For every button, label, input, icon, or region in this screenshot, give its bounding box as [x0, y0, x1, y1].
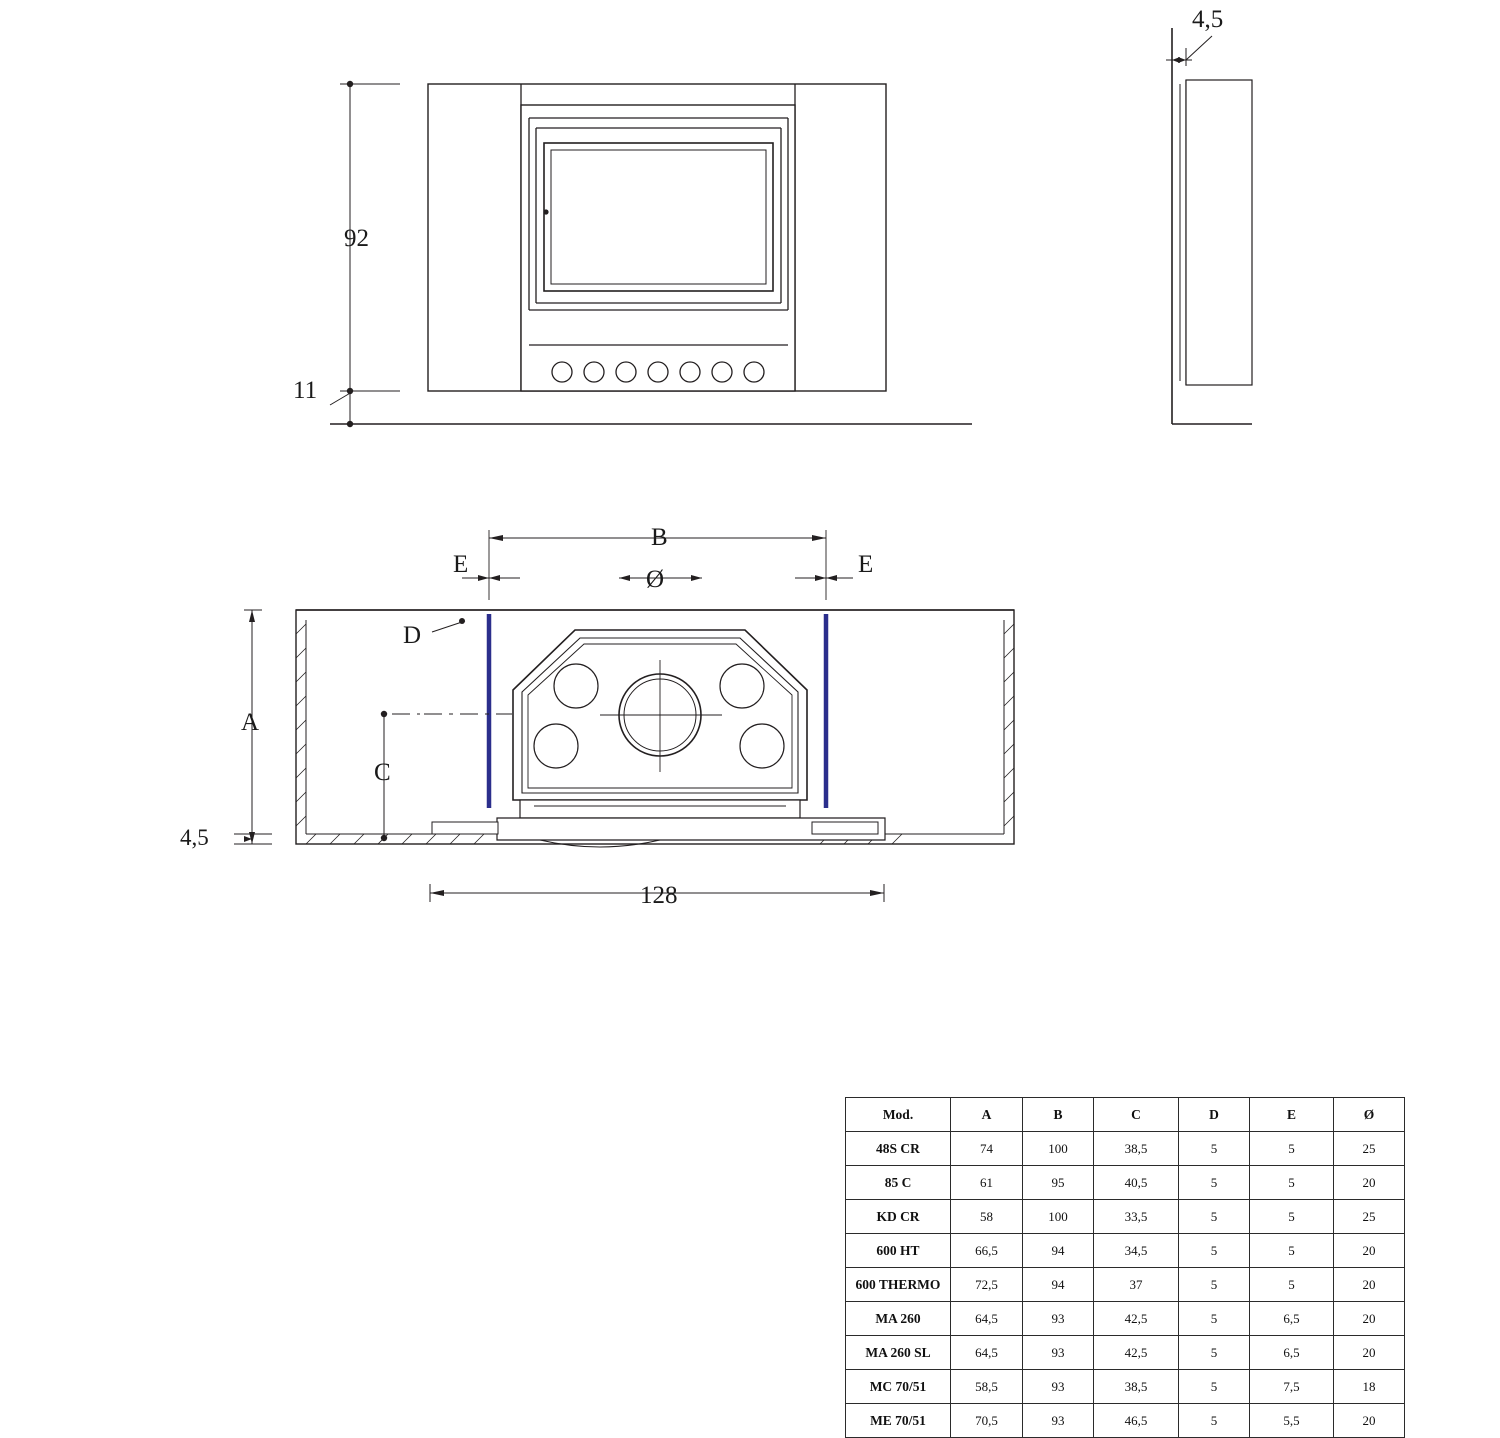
cell-a: 70,5 [951, 1404, 1023, 1438]
cell-diameter: 20 [1334, 1268, 1405, 1302]
cell-model: MA 260 [846, 1302, 951, 1336]
cell-a: 64,5 [951, 1302, 1023, 1336]
cell-b: 93 [1023, 1336, 1094, 1370]
dim-plan-E-left-label: E [453, 551, 469, 578]
cell-b: 93 [1023, 1404, 1094, 1438]
cell-c: 38,5 [1094, 1370, 1179, 1404]
dim-front-base-label: 11 [293, 377, 318, 404]
cell-d: 5 [1179, 1268, 1250, 1302]
cell-e: 5 [1250, 1166, 1334, 1200]
table-header-mod: Mod. [846, 1098, 951, 1132]
cell-diameter: 25 [1334, 1200, 1405, 1234]
cell-model: MC 70/51 [846, 1370, 951, 1404]
cell-e: 6,5 [1250, 1336, 1334, 1370]
cell-c: 46,5 [1094, 1404, 1179, 1438]
table-row [846, 1132, 1405, 1166]
cell-model: 85 C [846, 1166, 951, 1200]
cell-diameter: 20 [1334, 1302, 1405, 1336]
table-header-diameter: Ø [1334, 1098, 1405, 1132]
dim-plan-B-label: B [651, 524, 668, 551]
dim-plan-D-label: D [403, 622, 422, 649]
table-header-a: A [951, 1098, 1023, 1132]
cell-a: 58 [951, 1200, 1023, 1234]
cell-c: 34,5 [1094, 1234, 1179, 1268]
cell-c: 42,5 [1094, 1336, 1179, 1370]
table-header-b: B [1023, 1098, 1094, 1132]
cell-a: 64,5 [951, 1336, 1023, 1370]
cell-c: 38,5 [1094, 1132, 1179, 1166]
cell-e: 6,5 [1250, 1302, 1334, 1336]
cell-c: 42,5 [1094, 1302, 1179, 1336]
cell-diameter: 20 [1334, 1404, 1405, 1438]
table-row [846, 1234, 1405, 1268]
table-header-e: E [1250, 1098, 1334, 1132]
cell-b: 95 [1023, 1166, 1094, 1200]
dim-plan-plate-thickness-label: 4,5 [180, 825, 209, 850]
dim-plan-C-label: C [374, 759, 391, 786]
cell-diameter: 20 [1334, 1234, 1405, 1268]
cell-d: 5 [1179, 1336, 1250, 1370]
cell-diameter: 18 [1334, 1370, 1405, 1404]
dim-plan-diameter-label: Ø [646, 566, 665, 593]
cell-e: 5 [1250, 1132, 1334, 1166]
model-dimensions-table [845, 1097, 1405, 1438]
cell-e: 7,5 [1250, 1370, 1334, 1404]
cell-model: MA 260 SL [846, 1336, 951, 1370]
cell-model: 600 HT [846, 1234, 951, 1268]
cell-b: 100 [1023, 1200, 1094, 1234]
cell-model: 48S CR [846, 1132, 951, 1166]
side-view-group [1166, 28, 1252, 424]
dim-side-thickness-label: 4,5 [1192, 6, 1224, 33]
table-row [846, 1370, 1405, 1404]
cell-d: 5 [1179, 1370, 1250, 1404]
cell-diameter: 25 [1334, 1132, 1405, 1166]
cell-diameter: 20 [1334, 1166, 1405, 1200]
cell-d: 5 [1179, 1132, 1250, 1166]
cell-c: 37 [1094, 1268, 1179, 1302]
dim-plan-overall-width-label: 128 [640, 882, 678, 909]
table-row [846, 1200, 1405, 1234]
cell-b: 93 [1023, 1302, 1094, 1336]
cell-e: 5 [1250, 1268, 1334, 1302]
cell-b: 100 [1023, 1132, 1094, 1166]
front-view-group [330, 81, 972, 427]
cell-e: 5 [1250, 1200, 1334, 1234]
cell-e: 5 [1250, 1234, 1334, 1268]
cell-b: 94 [1023, 1234, 1094, 1268]
dim-plan-E-right-label: E [858, 551, 874, 578]
cell-a: 66,5 [951, 1234, 1023, 1268]
cell-a: 58,5 [951, 1370, 1023, 1404]
dim-front-height-label: 92 [344, 225, 369, 252]
table-row [846, 1404, 1405, 1438]
cell-d: 5 [1179, 1166, 1250, 1200]
table-header-c: C [1094, 1098, 1179, 1132]
cell-d: 5 [1179, 1302, 1250, 1336]
table-header-d: D [1179, 1098, 1250, 1132]
table-row [846, 1336, 1405, 1370]
table-row [846, 1166, 1405, 1200]
cell-a: 74 [951, 1132, 1023, 1166]
cell-d: 5 [1179, 1234, 1250, 1268]
dim-plan-A-label: A [241, 709, 260, 736]
cell-c: 33,5 [1094, 1200, 1179, 1234]
cell-model: ME 70/51 [846, 1404, 951, 1438]
table-row [846, 1302, 1405, 1336]
cell-c: 40,5 [1094, 1166, 1179, 1200]
plan-view-group [234, 530, 1014, 902]
cell-diameter: 20 [1334, 1336, 1405, 1370]
cell-e: 5,5 [1250, 1404, 1334, 1438]
cell-b: 94 [1023, 1268, 1094, 1302]
table-row [846, 1268, 1405, 1302]
cell-d: 5 [1179, 1200, 1250, 1234]
cell-a: 72,5 [951, 1268, 1023, 1302]
table-header-row [846, 1098, 1405, 1132]
cell-model: KD CR [846, 1200, 951, 1234]
cell-d: 5 [1179, 1404, 1250, 1438]
cell-b: 93 [1023, 1370, 1094, 1404]
cell-a: 61 [951, 1166, 1023, 1200]
cell-model: 600 THERMO [846, 1268, 951, 1302]
